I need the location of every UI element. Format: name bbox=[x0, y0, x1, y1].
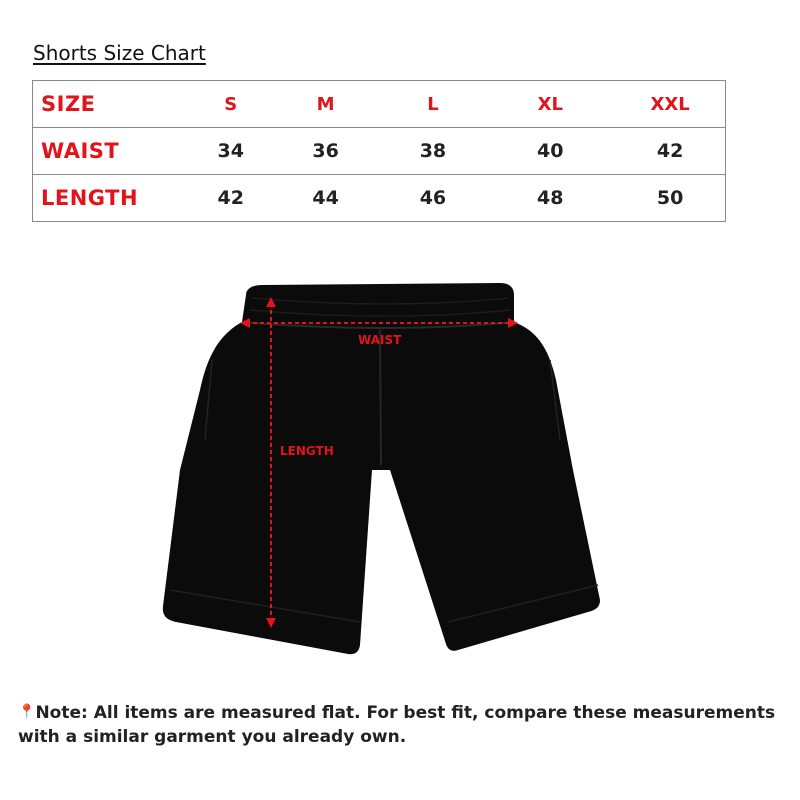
measurement-note bbox=[18, 700, 778, 749]
shorts-illustration bbox=[150, 270, 610, 670]
table-row-length bbox=[33, 175, 726, 222]
row-label-length: LENGTH bbox=[41, 186, 139, 210]
pushpin-icon: 📍 bbox=[18, 704, 36, 720]
table-cell: 40 bbox=[537, 140, 564, 162]
table-cell: 48 bbox=[537, 187, 564, 209]
size-m: M bbox=[316, 93, 335, 115]
table-cell: 34 bbox=[217, 140, 244, 162]
size-chart-table bbox=[32, 80, 726, 222]
table-cell: 36 bbox=[312, 140, 339, 162]
page-title: Shorts Size Chart bbox=[33, 41, 206, 65]
table-cell: 46 bbox=[419, 187, 447, 209]
row-label-waist: WAIST bbox=[41, 139, 120, 163]
size-s: S bbox=[224, 93, 238, 115]
table-cell: 38 bbox=[419, 140, 447, 162]
fly-seam bbox=[380, 330, 381, 465]
size-xxl: XXL bbox=[650, 93, 690, 115]
table-cell: 50 bbox=[656, 187, 684, 209]
table-header-row bbox=[33, 81, 726, 128]
size-xl: XL bbox=[537, 93, 563, 115]
header-label: SIZE bbox=[41, 92, 96, 116]
size-l: L bbox=[427, 93, 439, 115]
table-row-waist bbox=[33, 128, 726, 175]
length-label: LENGTH bbox=[280, 444, 334, 458]
table-cell: 44 bbox=[312, 187, 339, 209]
table-cell: 42 bbox=[656, 140, 684, 162]
table-cell: 42 bbox=[217, 187, 244, 209]
note-text: Note: All items are measured flat. For best fit, compare these measurements with a similar garment you already own. bbox=[18, 703, 776, 747]
waist-label: WAIST bbox=[358, 333, 402, 347]
